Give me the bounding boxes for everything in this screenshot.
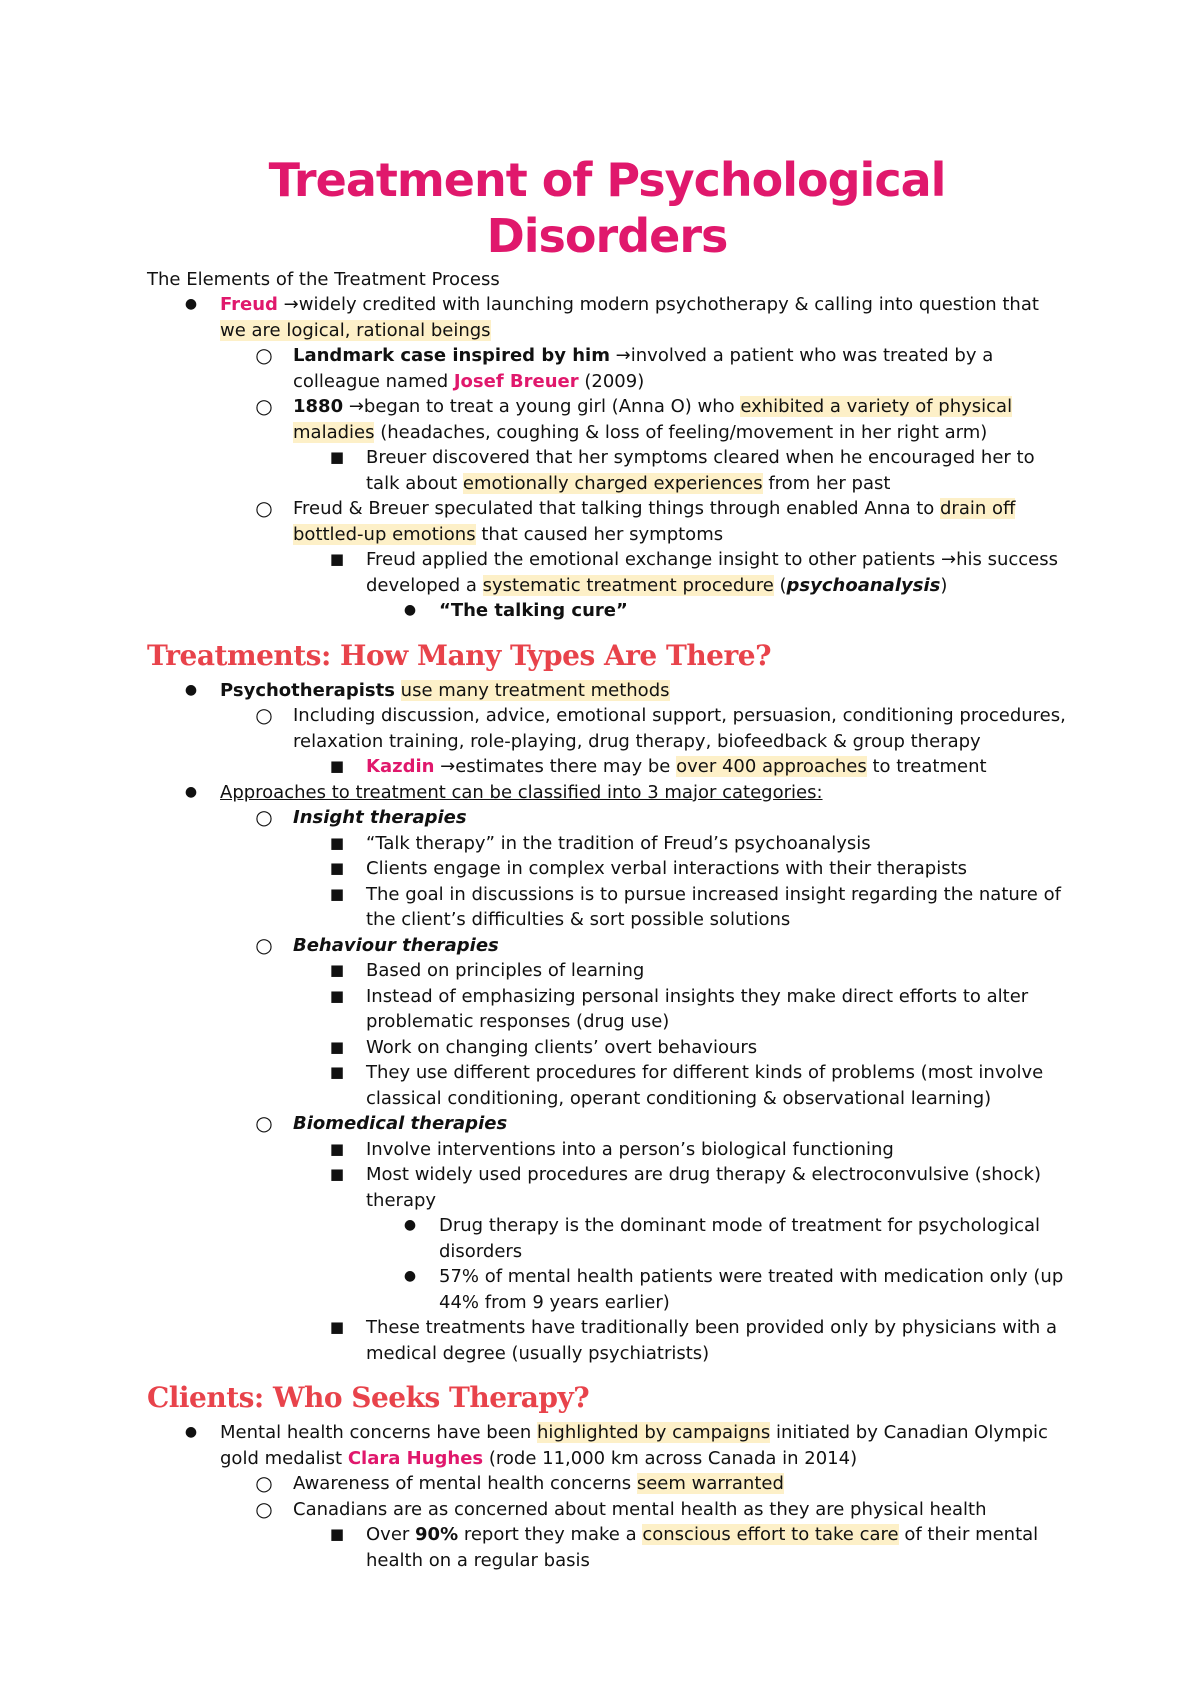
list-item [147, 958, 1067, 984]
list-item [147, 1497, 1067, 1523]
highlight: conscious effort to take care [642, 1524, 899, 1545]
list-item [147, 1162, 1067, 1213]
list-item [147, 598, 1067, 624]
highlight: seem warranted [636, 1473, 784, 1494]
list-item [147, 1035, 1067, 1061]
circle-bullet-icon: ○ [255, 1111, 273, 1135]
highlight: over 400 approaches [676, 756, 867, 777]
square-bullet-icon: ■ [329, 1525, 345, 1543]
highlight: exhibited a variety of physical maladies [293, 396, 1013, 443]
text: Freud applied the emotional exchange insight to other patients →his success developed a [366, 549, 1058, 596]
section2-list [147, 678, 1067, 1367]
text: Including discussion, advice, emotional support, persuasion, conditioning procedures, relaxation training, role-playing, drug therapy, biofeedback & group therapy [293, 705, 1066, 752]
category-insight: Insight therapies [293, 807, 467, 828]
list-item [147, 1111, 1067, 1137]
text: Awareness of mental health concerns [293, 1473, 637, 1494]
circle-bullet-icon: ○ [255, 1496, 273, 1521]
list-item [147, 1315, 1067, 1366]
bullet-icon: ● [403, 1268, 417, 1284]
text: (headaches, coughing & loss of feeling/movement in her right arm) [374, 421, 988, 443]
page-title: Treatment of Psychological Disorders [268, 153, 946, 263]
highlight: drain off bottled-up emotions [293, 498, 1016, 545]
text: →began to treat a young girl (Anna O) who [343, 396, 741, 417]
square-bullet-icon: ■ [329, 757, 345, 775]
text: These treatments have traditionally been provided only by physicians with a medical degree (usually psychiatrists) [366, 1317, 1058, 1364]
text: 57% of mental health patients were treated with medication only (up 44% from 9 years earlier) [439, 1266, 1064, 1313]
text: ( [773, 574, 787, 596]
highlight: systematic treatment procedure [482, 574, 774, 596]
list-item [147, 292, 1067, 343]
circle-bullet-icon: ○ [255, 805, 273, 829]
list-item [147, 856, 1067, 882]
list-item [147, 882, 1067, 933]
list-item [147, 496, 1067, 547]
list-item [147, 1137, 1067, 1163]
bullet-icon: ● [403, 1217, 417, 1233]
square-bullet-icon: ■ [329, 448, 345, 466]
section1-list [147, 292, 1067, 624]
bullet-icon: ● [184, 1424, 198, 1440]
text: of their mental health on a regular basis [366, 1524, 1039, 1571]
text: Most widely used procedures are drug therapy & electroconvulsive (shock) therapy [366, 1164, 1041, 1211]
list-item [147, 343, 1067, 394]
text: Canadians are as concerned about mental health as they are physical health [293, 1498, 987, 1520]
bullet-icon: ● [184, 296, 198, 312]
list-item [147, 805, 1067, 831]
list-item [147, 1420, 1067, 1471]
list-item [147, 780, 1067, 806]
text: Clients engage in complex verbal interactions with their therapists [366, 858, 968, 879]
text: that caused her symptoms [475, 523, 724, 545]
text: Instead of emphasizing personal insights they make direct efforts to alter problematic responses (drug use) [366, 985, 1029, 1032]
text: Mental health concerns have been [220, 1422, 537, 1443]
keyword-kazdin: Kazdin [366, 756, 435, 777]
keyword-freud: Freud [220, 294, 278, 315]
list-item [147, 1060, 1067, 1111]
text: to treatment [866, 756, 987, 777]
circle-bullet-icon: ○ [255, 1471, 273, 1495]
bold-text: “The talking cure” [439, 600, 628, 621]
square-bullet-icon: ■ [329, 1063, 345, 1081]
text: →estimates there may be [434, 756, 677, 777]
circle-bullet-icon: ○ [255, 343, 273, 367]
bullet-icon: ● [403, 602, 417, 618]
square-bullet-icon: ■ [329, 859, 345, 877]
bullet-icon: ● [184, 681, 198, 698]
text: Based on principles of learning [366, 960, 645, 981]
text: Over [366, 1524, 416, 1545]
text: initiated by Canadian Olympic gold medalist [220, 1422, 1048, 1469]
square-bullet-icon: ■ [329, 1318, 345, 1336]
bullet-icon: ● [184, 783, 198, 800]
square-bullet-icon: ■ [329, 1139, 345, 1158]
circle-bullet-icon: ○ [255, 394, 273, 418]
list-item [147, 547, 1067, 598]
category-biomedical: Biomedical therapies [293, 1113, 508, 1134]
category-behaviour: Behaviour therapies [293, 934, 499, 956]
square-bullet-icon: ■ [329, 1037, 345, 1056]
bold-text: Psychotherapists [220, 679, 395, 701]
highlight: emotionally charged experiences [462, 472, 763, 494]
text: (2009) [578, 370, 645, 392]
square-bullet-icon: ■ [329, 986, 345, 1005]
text: →involved a patient who was treated by a colleague named [293, 345, 994, 392]
list-item [147, 1213, 1067, 1264]
list-item [147, 445, 1067, 496]
section3-list [147, 1420, 1067, 1573]
bold-italic-text: psychoanalysis [786, 574, 941, 596]
text: Drug therapy is the dominant mode of treatment for psychological disorders [439, 1215, 1041, 1262]
text: Work on changing clients’ overt behaviours [366, 1036, 758, 1058]
text: (rode 11,000 km across Canada in 2014) [483, 1447, 858, 1469]
text: “Talk therapy” in the tradition of Freud’s psychoanalysis [366, 832, 871, 854]
text: Involve interventions into a person’s biological functioning [366, 1138, 894, 1160]
list-item [147, 394, 1067, 445]
text: The goal in discussions is to pursue increased insight regarding the nature of the client’s difficulties & sort possible solutions [366, 883, 1061, 930]
highlight: use many treatment methods [400, 679, 670, 701]
text: from her past [762, 472, 891, 494]
list-item [147, 678, 1067, 704]
list-item [147, 933, 1067, 959]
keyword-breuer: Josef Breuer [453, 370, 579, 392]
section-heading-clients: Clients: Who Seeks Therapy? [147, 1381, 590, 1414]
subheading: The Elements of the Treatment Process [147, 269, 500, 290]
text: They use different procedures for different kinds of problems (most involve classical conditioning, operant conditioning & observational learning) [366, 1062, 1044, 1109]
square-bullet-icon: ■ [329, 550, 345, 568]
bold-text: 1880 [293, 396, 344, 417]
circle-bullet-icon: ○ [255, 496, 273, 520]
list-item [147, 831, 1067, 857]
highlight: highlighted by campaigns [537, 1422, 771, 1443]
circle-bullet-icon: ○ [255, 932, 273, 957]
text: →widely credited with launching modern psychotherapy & calling into question that [277, 294, 1039, 315]
list-item [147, 754, 1067, 780]
list-item [147, 1471, 1067, 1497]
square-bullet-icon: ■ [329, 833, 345, 852]
text: report they make a [458, 1524, 643, 1545]
bold-text: Landmark case inspired by him [293, 345, 610, 366]
highlight: we are logical, rational beings [220, 319, 491, 341]
text [395, 680, 401, 701]
circle-bullet-icon: ○ [255, 703, 273, 727]
section-heading-treatments: Treatments: How Many Types Are There? [147, 638, 771, 672]
underlined-text: Approaches to treatment can be classified into 3 major categories: [220, 781, 823, 803]
text: ) [940, 574, 948, 596]
square-bullet-icon: ■ [329, 884, 345, 903]
document-page [147, 152, 1067, 1573]
bold-text: 90% [415, 1524, 459, 1545]
square-bullet-icon: ■ [329, 1165, 345, 1183]
text: Breuer discovered that her symptoms cleared when he encouraged her to talk about [366, 447, 1035, 494]
text: Freud & Breuer speculated that talking things through enabled Anna to [293, 498, 940, 519]
list-item [147, 1522, 1067, 1573]
keyword-clara: Clara Hughes [347, 1447, 484, 1469]
square-bullet-icon: ■ [329, 961, 345, 979]
list-item [147, 1264, 1067, 1315]
list-item [147, 984, 1067, 1035]
list-item [147, 703, 1067, 754]
